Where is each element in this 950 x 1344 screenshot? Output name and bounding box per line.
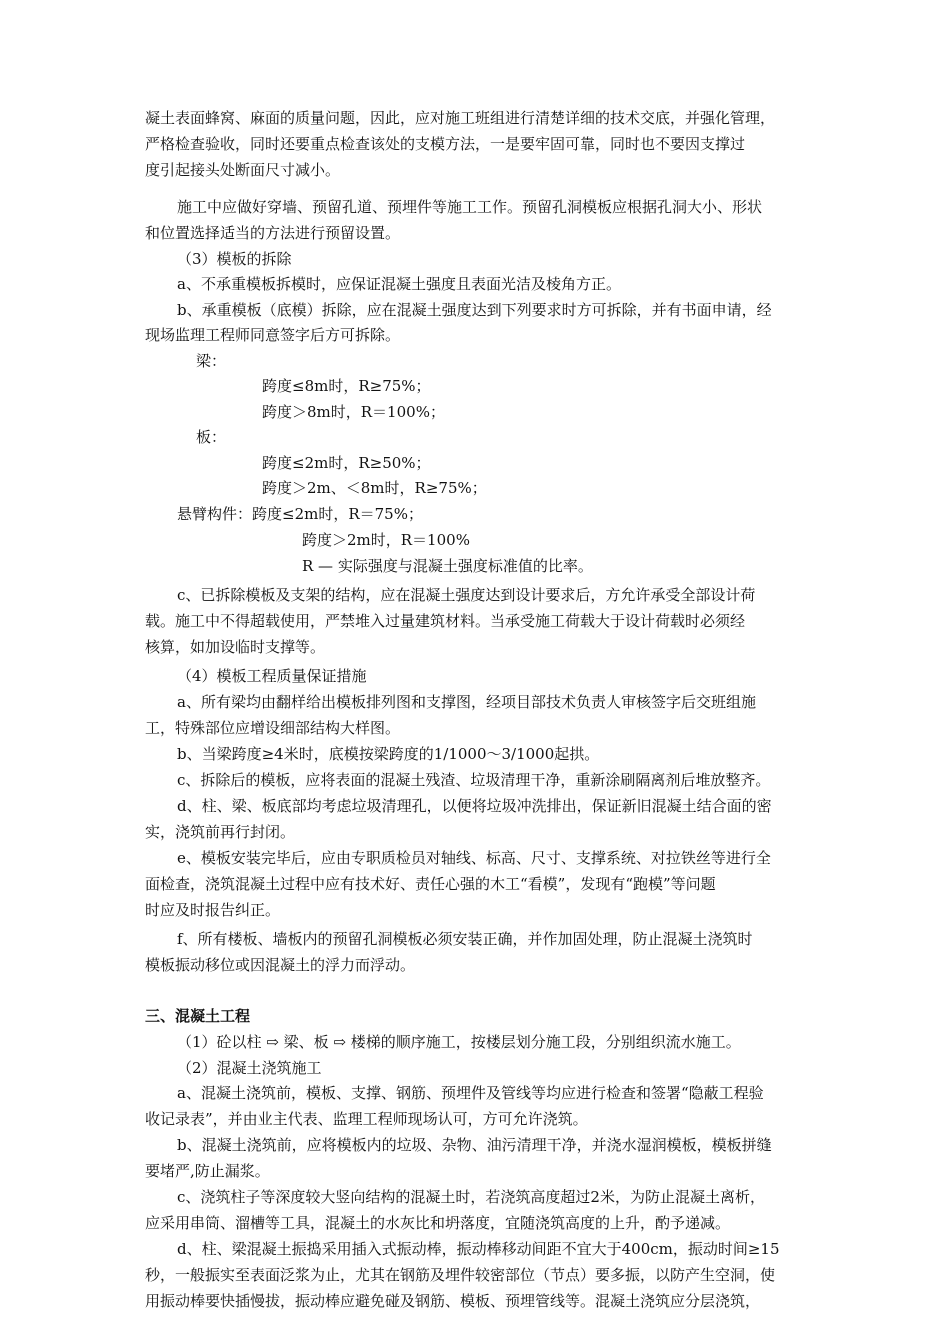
paragraph-line: 跨度＞8m时，R＝100%； (262, 403, 445, 421)
paragraph-line: d、柱、梁混凝土振捣采用插入式振动棒，振动棒移动间距不宜大于400cm，振动时间≥15 (177, 1240, 780, 1258)
paragraph-line: 跨度≤2m时，R≥50%； (262, 454, 431, 472)
paragraph-line: 跨度＞2m时，R＝100% (302, 531, 470, 549)
paragraph-line: 核算，如加设临时支撑等。 (145, 638, 326, 656)
paragraph-line: a、混凝土浇筑前，模板、支撑、钢筋、预埋件及管线等均应进行检查和签署“隐蔽工程验 (177, 1084, 764, 1102)
paragraph-line: d、柱、梁、板底部均考虑垃圾清理孔，以便将垃圾冲洗排出，保证新旧混凝土结合面的密 (177, 797, 772, 815)
paragraph-line: 和位置选择适当的方法进行预留设置。 (145, 224, 401, 242)
paragraph-line: c、浇筑柱子等深度较大竖向结构的混凝土时，若浇筑高度超过2米，为防止混凝土离析， (177, 1188, 765, 1206)
paragraph-line: 跨度＞2m、＜8m时，R≥75%； (262, 479, 487, 497)
paragraph-line: 秒，一般振实至表面泛浆为止，尤其在钢筋及埋件较密部位（节点）要多振，以防产生空洞，使 (145, 1266, 776, 1284)
paragraph-line: c、已拆除模板及支架的结构，应在混凝土强度达到设计要求后，方允许承受全部设计荷 (177, 586, 756, 604)
paragraph-line: 现场监理工程师同意签字后方可拆除。 (145, 326, 401, 344)
paragraph-line: 板： (196, 428, 227, 446)
paragraph-line: b、当梁跨度≥4米时，底模按梁跨度的1/1000～3/1000起拱。 (177, 745, 600, 763)
paragraph-line: （1）砼以柱 ⇨ 梁、板 ⇨ 楼梯的顺序施工，按楼层划分施工段，分别组织流水施工。 (177, 1033, 741, 1051)
paragraph-line: 载。施工中不得超载使用，严禁堆入过量建筑材料。当承受施工荷载大于设计荷载时必须经 (145, 612, 746, 630)
paragraph-line: 模板振动移位或因混凝土的浮力而浮动。 (145, 956, 416, 974)
paragraph-line: b、混凝土浇筑前，应将模板内的垃圾、杂物、油污清理干净，并浇水湿润模板，模板拼缝 (177, 1136, 772, 1154)
paragraph-line: c、拆除后的模板，应将表面的混凝土残渣、垃圾清理干净，重新涂刷隔离剂后堆放整齐。 (177, 771, 771, 789)
paragraph-line: f、所有楼板、墙板内的预留孔洞模板必须安装正确，并作加固处理，防止混凝土浇筑时 (177, 930, 753, 948)
paragraph-line: R — 实际强度与混凝土强度标准值的比率。 (302, 557, 593, 575)
paragraph-line: （4）模板工程质量保证措施 (177, 667, 367, 685)
paragraph-line: 用振动棒要快插慢拔，振动棒应避免碰及钢筋、模板、预埋管线等。混凝土浇筑应分层浇筑， (145, 1292, 761, 1310)
paragraph-line: 面检查，浇筑混凝土过程中应有技术好、责任心强的木工“看模”，发现有“跑模”等问题 (145, 875, 716, 893)
paragraph-line: b、承重模板（底模）拆除，应在混凝土强度达到下列要求时方可拆除，并有书面申请，经 (177, 301, 772, 319)
paragraph-line: 度引起接头处断面尺寸减小。 (145, 161, 341, 179)
paragraph-line: 要堵严,防止漏浆。 (145, 1162, 270, 1180)
paragraph-line: 施工中应做好穿墙、预留孔道、预埋件等施工工作。预留孔洞模板应根据孔洞大小、形状 (177, 198, 763, 216)
paragraph-line: a、所有梁均由翻样给出模板排列图和支撑图，经项目部技术负责人审核签字后交班组施 (177, 693, 756, 711)
paragraph-line: 时应及时报告纠正。 (145, 901, 281, 919)
paragraph-line: 严格检查验收，同时还要重点检查该处的支模方法，一是要牢固可靠，同时也不要因支撑过 (145, 135, 746, 153)
paragraph-line: 梁： (196, 352, 227, 370)
paragraph-line: 悬臂构件：跨度≤2m时，R＝75%； (177, 505, 423, 523)
section-heading: 三、混凝土工程 (145, 1007, 251, 1025)
paragraph-line: 凝土表面蜂窝、麻面的质量问题，因此，应对施工班组进行清楚详细的技术交底，并强化管理， (145, 109, 776, 127)
paragraph-line: 跨度≤8m时，R≥75%； (262, 377, 431, 395)
paragraph-line: a、不承重模板拆模时，应保证混凝土强度且表面光洁及棱角方正。 (177, 275, 621, 293)
paragraph-line: e、模板安装完毕后，应由专职质检员对轴线、标高、尺寸、支撑系统、对拉铁丝等进行全 (177, 849, 771, 867)
paragraph-line: （3）模板的拆除 (177, 250, 292, 268)
paragraph-line: 收记录表”，并由业主代表、监理工程师现场认可，方可允许浇筑。 (145, 1110, 588, 1128)
paragraph-line: 应采用串筒、溜槽等工具，混凝土的水灰比和坍落度，宜随浇筑高度的上升，酌予递减。 (145, 1214, 731, 1232)
paragraph-line: 实，浇筑前再行封闭。 (145, 823, 296, 841)
paragraph-line: 工，特殊部位应增设细部结构大样图。 (145, 719, 401, 737)
paragraph-line: （2）混凝土浇筑施工 (177, 1059, 322, 1077)
